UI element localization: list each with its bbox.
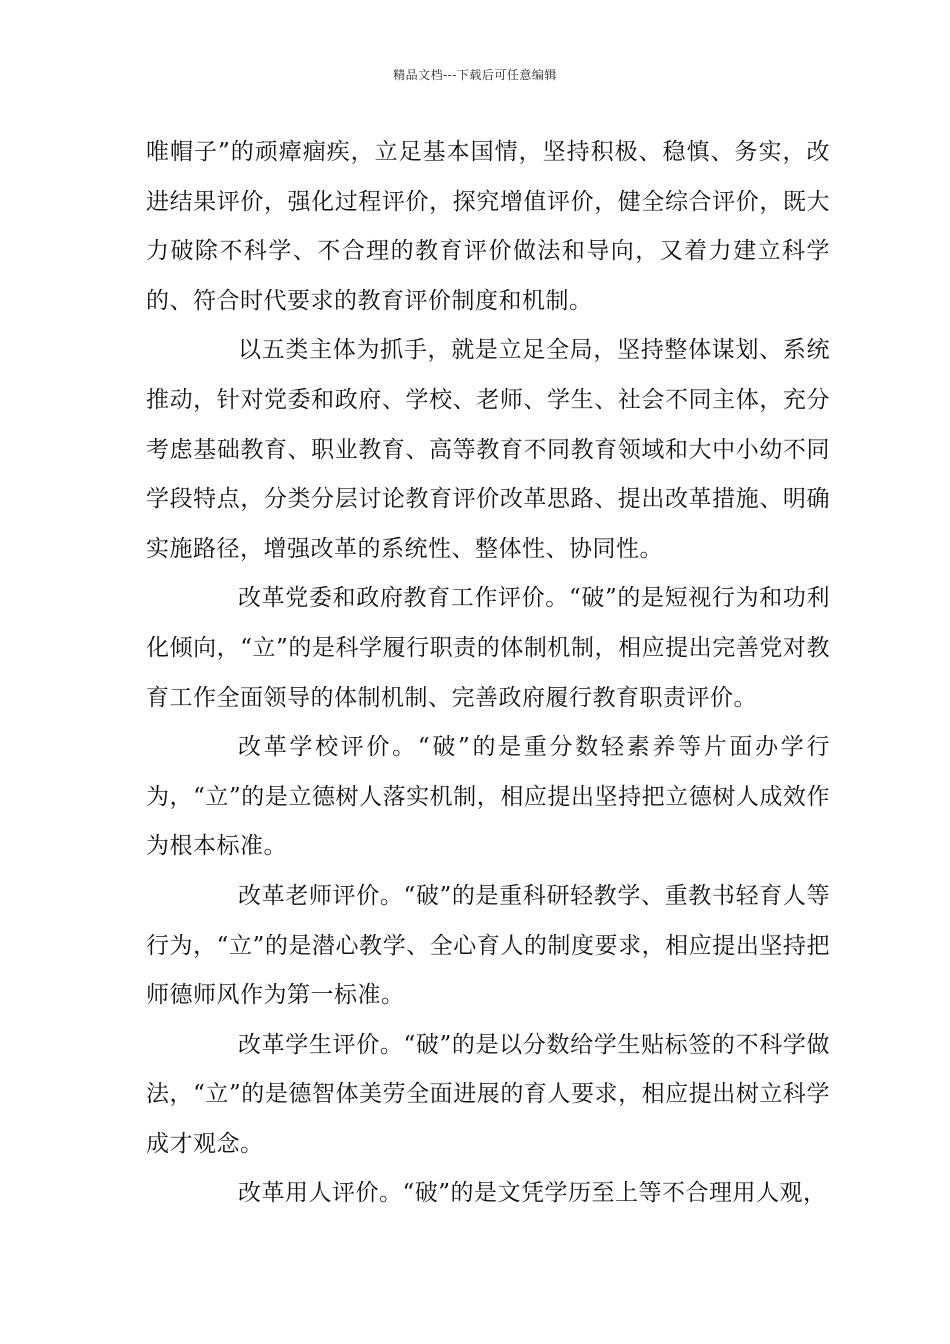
paragraph-2: 以五类主体为抓手，就是立足全局，坚持整体谋划、系统推动，针对党委和政府、学校、老师、学生、社会不同主体，充分考虑基础教育、职业教育、高等教育不同教育领域和大中小幼不同学段特点，分类分层讨论教育评价改革思路、提出改革措施、明确实施路径，增强改革的系统性、整体性、协同性。 [146, 337, 830, 562]
paragraph-4: 改革学校评价。“破”的是重分数轻素养等片面办学行为，“立”的是立德树人落实机制，相应提出坚持把立德树人成效作为根本标准。 [146, 734, 830, 860]
paragraph-1: 唯帽子”的顽瘴痼疾，立足基本国情，坚持积极、稳慎、务实，改进结果评价，强化过程评价，探究增值评价，健全综合评价，既大力破除不科学、不合理的教育评价做法和导向，又着力建立科学的、符合时代要求的教育评价制度和机制。 [146, 139, 830, 314]
paragraph-6: 改革学生评价。“破”的是以分数给学生贴标签的不科学做法，“立”的是德智体美劳全面进展的育人要求，相应提出树立科学成才观念。 [146, 1031, 830, 1157]
paragraph-3: 改革党委和政府教育工作评价。“破”的是短视行为和功利化倾向，“立”的是科学履行职责的体制机制，相应提出完善党对教育工作全面领导的体制机制、完善政府履行教育职责评价。 [146, 585, 830, 711]
paragraph-5: 改革老师评价。“破”的是重科研轻教学、重教书轻育人等行为，“立”的是潜心教学、全心育人的制度要求，相应提出坚持把师德师风作为第一标准。 [146, 882, 830, 1009]
paragraph-7: 改革用人评价。“破”的是文凭学历至上等不合理用人观， [238, 1180, 827, 1207]
page-header: 精品文档---下载后可任意编辑 [393, 68, 557, 82]
document-body [146, 128, 830, 1219]
